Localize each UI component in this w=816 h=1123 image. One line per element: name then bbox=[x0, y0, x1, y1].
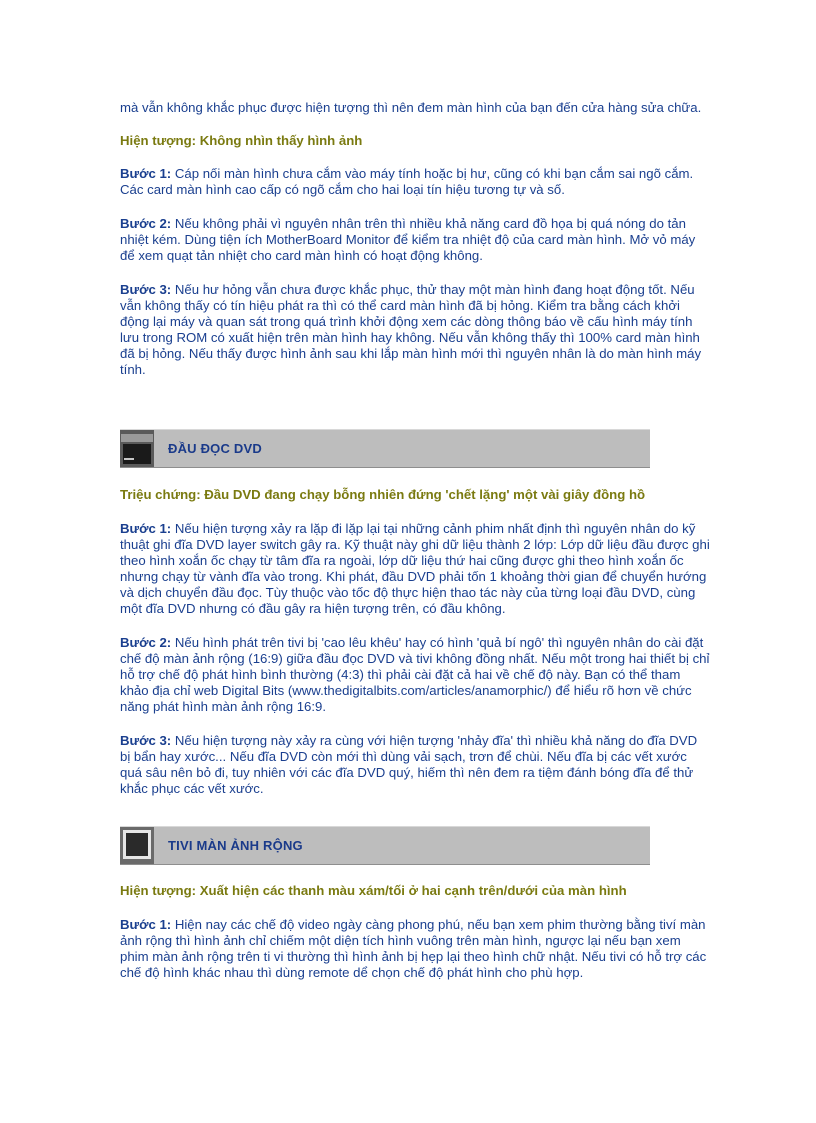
step-label: Bước 1: bbox=[120, 521, 172, 536]
tv-section-title: TIVI MÀN ẢNH RỘNG bbox=[168, 838, 303, 853]
monitor-step-1 bbox=[120, 166, 710, 198]
step-label: Bước 3: bbox=[120, 282, 172, 297]
step-text: Cáp nối màn hình chưa cắm vào máy tính hoặc bị hư, cũng có khi bạn cắm sai ngõ cắm. Các card màn hình cao cấp có ngõ cắm cho hai loại tín hiệu tương tự và số. bbox=[120, 166, 694, 197]
tv-symptom-heading: Hiện tượng: Xuất hiện các thanh màu xám/tối ở hai cạnh trên/dưới của màn hình bbox=[120, 883, 627, 898]
dvd-section-title: ĐẦU ĐỌC DVD bbox=[168, 441, 262, 456]
step-label: Bước 3: bbox=[120, 733, 172, 748]
dvd-section bbox=[120, 487, 710, 797]
dvd-player-icon bbox=[120, 430, 154, 467]
step-label: Bước 1: bbox=[120, 917, 172, 932]
step-text: Nếu hình phát trên tivi bị 'cao lêu khêu' hay có hình 'quả bí ngô' thì nguyên nhân do cài đặt chế độ màn ảnh rộng (16:9) giữa đầu đọc DVD và tivi không đồng nhất. Nếu một trong hai thiết bị chỉ hỗ trợ chế độ phát hình bình thường (4:3) thì phải cài đặt cả hai về chế độ này. Bạn có thể tham khảo địa chỉ web Digital Bits (www.thedigitalbits.com/articles/anamorphic/) để hiểu rõ hơn về chức năng phát hình màn ảnh rộng 16:9. bbox=[120, 635, 710, 714]
dvd-section-banner bbox=[120, 429, 650, 468]
step-label: Bước 1: bbox=[120, 166, 172, 181]
dvd-step-3 bbox=[120, 733, 710, 797]
monitor-symptom-heading: Hiện tượng: Không nhìn thấy hình ảnh bbox=[120, 133, 363, 148]
step-text: Nếu hiện tượng này xảy ra cùng với hiện tượng 'nhảy đĩa' thì nhiều khả năng do đĩa DVD bị bẩn hay xước... Nếu đĩa DVD còn mới thì dùng vải sạch, trơn để chùi. Nếu đĩa bị các vết xước quá sâu nên bỏ đi, tuy nhiên với các đĩa DVD quý, hiếm thì nên đem ra tiệm đánh bóng đĩa để thử khắc phục các vết xước. bbox=[120, 733, 698, 796]
dvd-step-1 bbox=[120, 521, 710, 617]
tv-section-banner bbox=[120, 826, 650, 865]
step-text: Nếu hiện tượng xảy ra lặp đi lặp lại tại những cảnh phim nhất định thì nguyên nhân do kỹ thuật ghi đĩa DVD layer switch gây ra. Kỹ thuật này ghi dữ liệu thành 2 lớp: Lớp dữ liệu đầu được ghi theo hình xoắn ốc chạy từ tâm đĩa ra ngoài, lớp dữ liệu thứ hai cũng được ghi theo hình xoắn ốc nhưng chạy từ vành đĩa vào trong. Khi phát, đầu DVD phải tốn 1 khoảng thời gian để chuyển hướng và dịch chuyển đầu đọc. Tùy thuộc vào tốc độ thực hiện thao tác này của từng loại đầu DVD, cùng một đĩa DVD nhưng có đầu gây ra hiện tượng trên, có đầu không. bbox=[120, 521, 710, 616]
monitor-step-3 bbox=[120, 282, 710, 378]
intro-paragraph: mà vẫn không khắc phục được hiện tượng thì nên đem màn hình của bạn đến cửa hàng sửa chữa. bbox=[120, 100, 702, 115]
step-text: Nếu không phải vì nguyên nhân trên thì nhiều khả năng card đồ họa bị quá nóng do tản nhiệt kém. Dùng tiện ích MotherBoard Monitor để kiểm tra nhiệt độ của card màn hình. Mở vỏ máy để xem quạt tản nhiệt cho card màn hình có hoạt động không. bbox=[120, 216, 696, 263]
step-label: Bước 2: bbox=[120, 216, 172, 231]
step-label: Bước 2: bbox=[120, 635, 172, 650]
monitor-step-2 bbox=[120, 216, 710, 264]
tv-section bbox=[120, 883, 710, 981]
tv-step-1 bbox=[120, 917, 710, 981]
dvd-symptom-heading: Triệu chứng: Đầu DVD đang chạy bỗng nhiên đứng 'chết lặng' một vài giây đồng hồ bbox=[120, 487, 646, 502]
document-page bbox=[120, 100, 710, 378]
tv-icon bbox=[120, 827, 154, 864]
dvd-step-2 bbox=[120, 635, 710, 715]
step-text: Nếu hư hỏng vẫn chưa được khắc phục, thử thay một màn hình đang hoạt động tốt. Nếu vẫn không thấy có tín hiệu phát ra thì có thể card màn hình đã bị hỏng. Kiểm tra bằng cách khởi động lại máy và quan sát trong quá trình khởi động xem các dòng thông báo về cấu hình máy tính lưu trong ROM có xuất hiện trên màn hình hay không. Nếu vẫn không thấy thì 100% card màn hình đã bị hỏng. Nếu thấy được hình ảnh sau khi lắp màn hình mới thì nguyên nhân là do màn hình máy tính. bbox=[120, 282, 702, 377]
step-text: Hiện nay các chế độ video ngày càng phong phú, nếu bạn xem phim thường bằng tiví màn ảnh rộng thì hình ảnh chỉ chiếm một diện tích hình vuông trên màn hình, ngược lại nếu bạn xem phim màn ảnh rộng trên ti vi thường thì hình ảnh bị hẹp lại theo hình chữ nhật. Nếu tivi có hỗ trợ các chế độ hình khác nhau thì dùng remote dể chọn chế độ phát hình cho phù hợp. bbox=[120, 917, 707, 980]
